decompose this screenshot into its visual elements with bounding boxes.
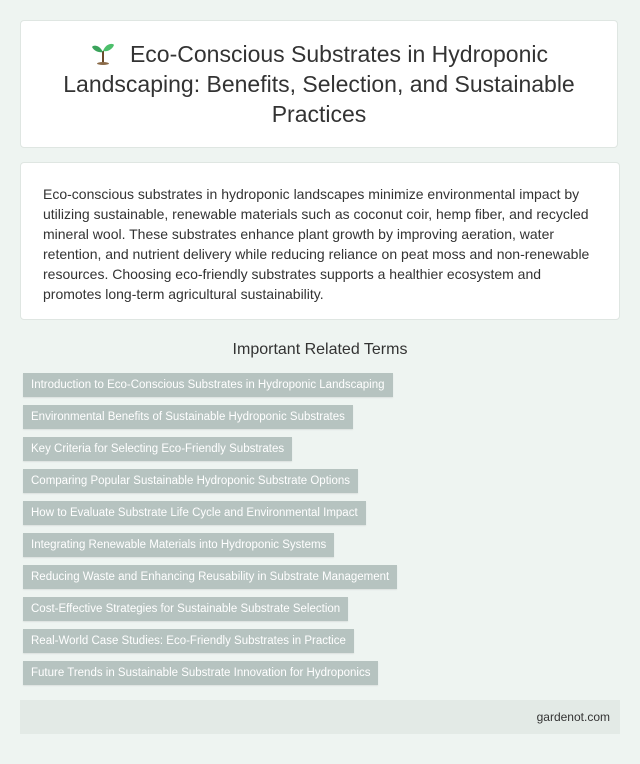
related-term-link[interactable]: Cost-Effective Strategies for Sustainable Substrate Selection [23,597,348,621]
footer [20,700,620,734]
page-title [21,39,617,129]
related-term-link[interactable]: How to Evaluate Substrate Life Cycle and Environmental Impact [23,501,366,525]
related-term-link[interactable]: Comparing Popular Sustainable Hydroponic Substrate Options [23,469,358,493]
related-term-link[interactable]: Integrating Renewable Materials into Hydroponic Systems [23,533,334,557]
related-term-link[interactable]: Future Trends in Sustainable Substrate Innovation for Hydroponics [23,661,378,685]
summary-text: Eco-conscious substrates in hydroponic landscapes minimize environmental impact by utilizing sustainable, renewable materials such as coconut coir, hemp fiber, and recycled mineral wool. These substrates enhance plant growth by improving aeration, water retention, and nutrient delivery while reducing reliance on peat moss and non-renewable resources. Choosing eco-friendly substrates supports a healthier ecosystem and promotes long-term agricultural sustainability. [43,186,590,302]
related-term-link[interactable]: Real-World Case Studies: Eco-Friendly Substrates in Practice [23,629,354,653]
title-card [20,20,618,148]
related-term-link[interactable]: Key Criteria for Selecting Eco-Friendly Substrates [23,437,292,461]
related-term-link[interactable]: Reducing Waste and Enhancing Reusability in Substrate Management [23,565,397,589]
related-term-link[interactable]: Environmental Benefits of Sustainable Hydroponic Substrates [23,405,353,429]
page-title-text: Eco-Conscious Substrates in Hydroponic Landscaping: Benefits, Selection, and Sustainable Practices [63,41,575,127]
related-term-link[interactable]: Introduction to Eco-Conscious Substrates in Hydroponic Landscaping [23,373,393,397]
related-terms-heading: Important Related Terms [232,341,408,358]
footer-site-link[interactable]: gardenot.com [536,710,610,724]
related-terms-list [23,373,397,693]
sprout-icon [90,41,116,65]
summary-card [20,162,620,320]
